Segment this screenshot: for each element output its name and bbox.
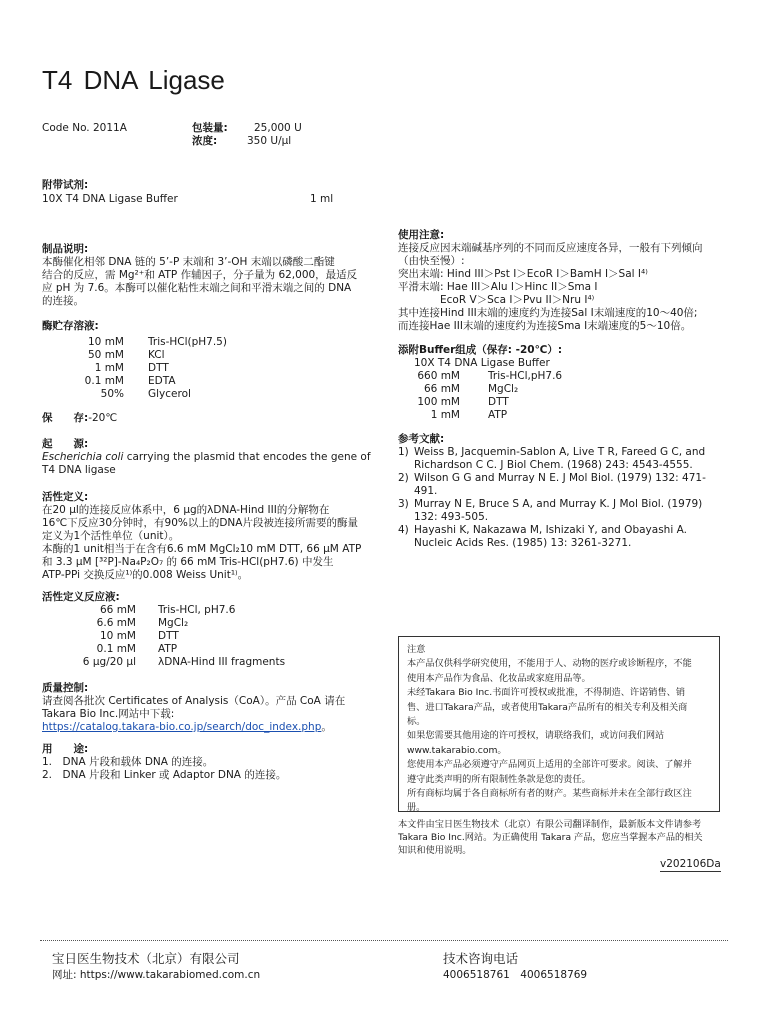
notice-line: 您使用本产品必须遵守产品网页上适用的全部许可要求。阅读、了解并 (407, 759, 692, 771)
description-line: 的连接。 (42, 295, 84, 307)
origin-section (42, 438, 372, 477)
notice-line: 遵守此类声明的所有限制性条款是您的责任。 (407, 773, 591, 785)
list-item: 3) Murray N E, Bruce S A, and Murray K. J Mol Biol. (1979) 132: 493-505. (398, 498, 703, 523)
list-item: 2. DNA 片段和 Linker 或 Adaptor DNA 的连接。 (42, 769, 287, 781)
version-label: v202106Da (660, 858, 721, 870)
footer-phones: 4006518761 4006518769 (443, 969, 588, 981)
table-row: 66 mM Tris-HCl, pH7.6 (100, 604, 236, 616)
caution-line: EcoR V＞Sca I＞Pvu II＞Nru I⁴⁾ (398, 294, 595, 306)
storage-value: -20℃ (88, 412, 118, 424)
footer-divider (40, 940, 728, 941)
qc-heading: 质量控制: (42, 682, 89, 694)
table-row: 6.6 mM MgCl₂ (96, 617, 189, 629)
caution-line: 连接反应因末端碱基序列的不同而反应速度各异，一般有下列倾向 (398, 242, 703, 254)
unit-definition-line: 定义为1个活性单位（unit）。 (42, 530, 180, 542)
table-row: 6 μg/20 μl λDNA-Hind III fragments (82, 656, 286, 668)
description-line: 应 pH 为 7.6。本酶可以催化粘性末端之间和平滑末端之间的 DNA (42, 282, 352, 294)
package-value: 25,000 U (254, 122, 302, 134)
origin-species: Escherichia coli (42, 451, 124, 463)
list-item: 2) Wilson G G and Murray N E. J Mol Biol. (1979) 132: 471-491. (398, 472, 706, 497)
notice-line: 册。 (407, 802, 426, 814)
notice-line: 售、进口Takara产品，或者使用Takara产品所有的相关专利及相关商 (407, 701, 688, 713)
table-row: 1 mM ATP (430, 409, 508, 421)
table-row: 0.1 mM EDTA (84, 375, 176, 387)
buffer-heading: 添附Buffer组成（保存: -20℃）: (398, 344, 563, 356)
storage-solution-heading: 酶贮存溶液: (42, 320, 99, 332)
use-section (42, 743, 372, 782)
footer-company: 宝日医生物技术（北京）有限公司 (52, 951, 240, 966)
qc-section: 质量控制: 请查阅各批次 Certificates of Analysis（CoA）。产品 CoA 请在 Takara Bio Inc.网站中下载: https://catalog.takara-bio.co.jp/search/doc_index.php。 (42, 682, 382, 734)
table-row: 100 mM DTT (417, 396, 509, 408)
table-row: 660 mM Tris-HCl,pH7.6 (417, 370, 563, 382)
references-heading: 参考文献: (398, 433, 445, 445)
unit-definition-heading: 活性定义: (42, 491, 89, 503)
list-item: 1) Weiss B, Jacquemin-Sablon A, Live T R, Fareed G C, and Richardson C C. J Biol Chem. (1968) 243: 4543-4555. (398, 446, 706, 471)
unit-definition-section (42, 491, 372, 582)
package-label: 包装量: (192, 122, 228, 134)
notice-heading: 注意 (407, 644, 426, 655)
description-line: 本酶催化相邻 DNA 链的 5’-P 末端和 3’-OH 末端以磷酸二酯键 (42, 256, 335, 268)
buffer-table (398, 370, 562, 422)
page-title: T4 DNA Ligase (42, 65, 225, 95)
notice-line: 本产品仅供科学研究使用，不能用于人、动物的医疗或诊断程序，不能 (407, 658, 692, 670)
caution-line: 而连接Hae III末端的速度约为连接Sma I末端速度的5～10倍。 (398, 320, 692, 332)
notice-line: www.takarabio.com。 (407, 744, 507, 756)
description-section (42, 243, 372, 308)
unit-reaction-table (66, 604, 285, 669)
code-number: Code No. 2011A (42, 122, 127, 134)
notice-line: 所有商标均属于各自商标所有者的财产。某些商标并未在全部行政区注 (407, 788, 692, 800)
caution-line: 其中连接Hind III末端的速度约为连接Sal I末端速度的10～40倍; (398, 307, 698, 319)
attached-item: 10X T4 DNA Ligase Buffer (42, 193, 178, 205)
table-row: 50 mM KCl (88, 349, 165, 361)
storage-row (42, 412, 117, 425)
buffer-name: 10X T4 DNA Ligase Buffer (414, 357, 550, 369)
description-line: 结合的反应，需 Mg²⁺和 ATP 作辅因子，分子量为 62,000，最适反 (42, 269, 358, 281)
concentration-label: 浓度: (192, 135, 218, 147)
unit-definition-line: 本酶的1 unit相当于在含有6.6 mM MgCl₂10 mM DTT, 66 μM ATP (42, 543, 362, 555)
list-item: 1. DNA 片段和载体 DNA 的连接。 (42, 756, 214, 768)
unit-definition-line: ATP-PPi 交换反应¹⁾的0.008 Weiss Unit¹⁾。 (42, 569, 249, 581)
table-row: 1 mM DTT (94, 362, 169, 374)
table-row: 66 mM MgCl₂ (424, 383, 519, 395)
qc-line: 请查阅各批次 Certificates of Analysis（CoA）。产品 CoA 请在 (42, 695, 346, 707)
unit-definition-line: 和 3.3 μM [³²P]-Na₄P₂O₇ 的 66 mM Tris-HCl(pH7.6) 中发生 (42, 556, 334, 568)
unit-definition-line: 在20 μl的连接反应体系中，6 μg的λDNA-Hind III的分解物在 (42, 504, 330, 516)
storage-solution-table (80, 336, 227, 401)
description-heading: 制品说明: (42, 243, 89, 255)
table-row: 0.1 mM ATP (96, 643, 178, 655)
storage-label: 保 存: (42, 412, 89, 424)
caution-heading: 使用注意: (398, 229, 445, 241)
caution-section (398, 229, 728, 333)
use-heading: 用 途: (42, 743, 89, 755)
footer-website: 网址: https://www.takarabiomed.com.cn (52, 969, 261, 981)
buffer-section (398, 344, 728, 370)
concentration-value: 350 U/μl (247, 135, 292, 147)
table-row: 50% Glycerol (100, 388, 191, 400)
qc-line: Takara Bio Inc.网站中下载: (42, 708, 175, 720)
table-row: 10 mM DTT (100, 630, 179, 642)
origin-text: T4 DNA ligase (42, 464, 116, 476)
origin-label: 起 源: (42, 438, 89, 450)
unit-reaction-heading: 活性定义反应液: (42, 591, 120, 603)
caution-line: （由快至慢）: (398, 255, 465, 267)
notice-line: 使用本产品作为食品、化妆品或家庭用品等。 (407, 672, 591, 684)
footer-hotline-label: 技术咨询电话 (443, 951, 519, 966)
notice-line: 如果您需要其他用途的许可授权，请联络我们，或访问我们网站 (407, 730, 665, 742)
notice-box (398, 636, 720, 812)
translation-note: 本文件由宝日医生物技术（北京）有限公司翻译制作，最新版本文件请参考 Takara Bio Inc.网站。为正确使用 Takara 产品，您应当掌握本产品的相关 知识和使用说明。 (398, 819, 703, 856)
table-row: 10 mM Tris-HCl(pH7.5) (88, 336, 227, 348)
attached-amount: 1 ml (310, 193, 334, 205)
notice-line: 标。 (407, 716, 426, 728)
notice-line: 未经Takara Bio Inc.书面许可授权或批准，不得制造、许诺销售、销 (407, 687, 686, 699)
attached-heading: 附带试剂: (42, 179, 89, 191)
coa-download-link[interactable]: https://catalog.takara-bio.co.jp/search/doc_index.php (42, 721, 322, 733)
caution-line: 平滑末端: Hae III＞Alu I＞Hinc II＞Sma I (398, 281, 598, 293)
caution-line: 突出末端: Hind III＞Pst I＞EcoR I＞BamH I＞Sal I⁴⁾ (398, 268, 648, 280)
list-item: 4) Hayashi K, Nakazawa M, Ishizaki Y, and Obayashi A. Nucleic Acids Res. (1985) 13: 3261-3271. (398, 524, 687, 549)
unit-definition-line: 16℃下反应30分钟时，有90%以上的DNA片段被连接所需要的酶量 (42, 517, 358, 529)
references-section (398, 433, 728, 550)
origin-text: carrying the plasmid that encodes the gene of (123, 451, 371, 463)
